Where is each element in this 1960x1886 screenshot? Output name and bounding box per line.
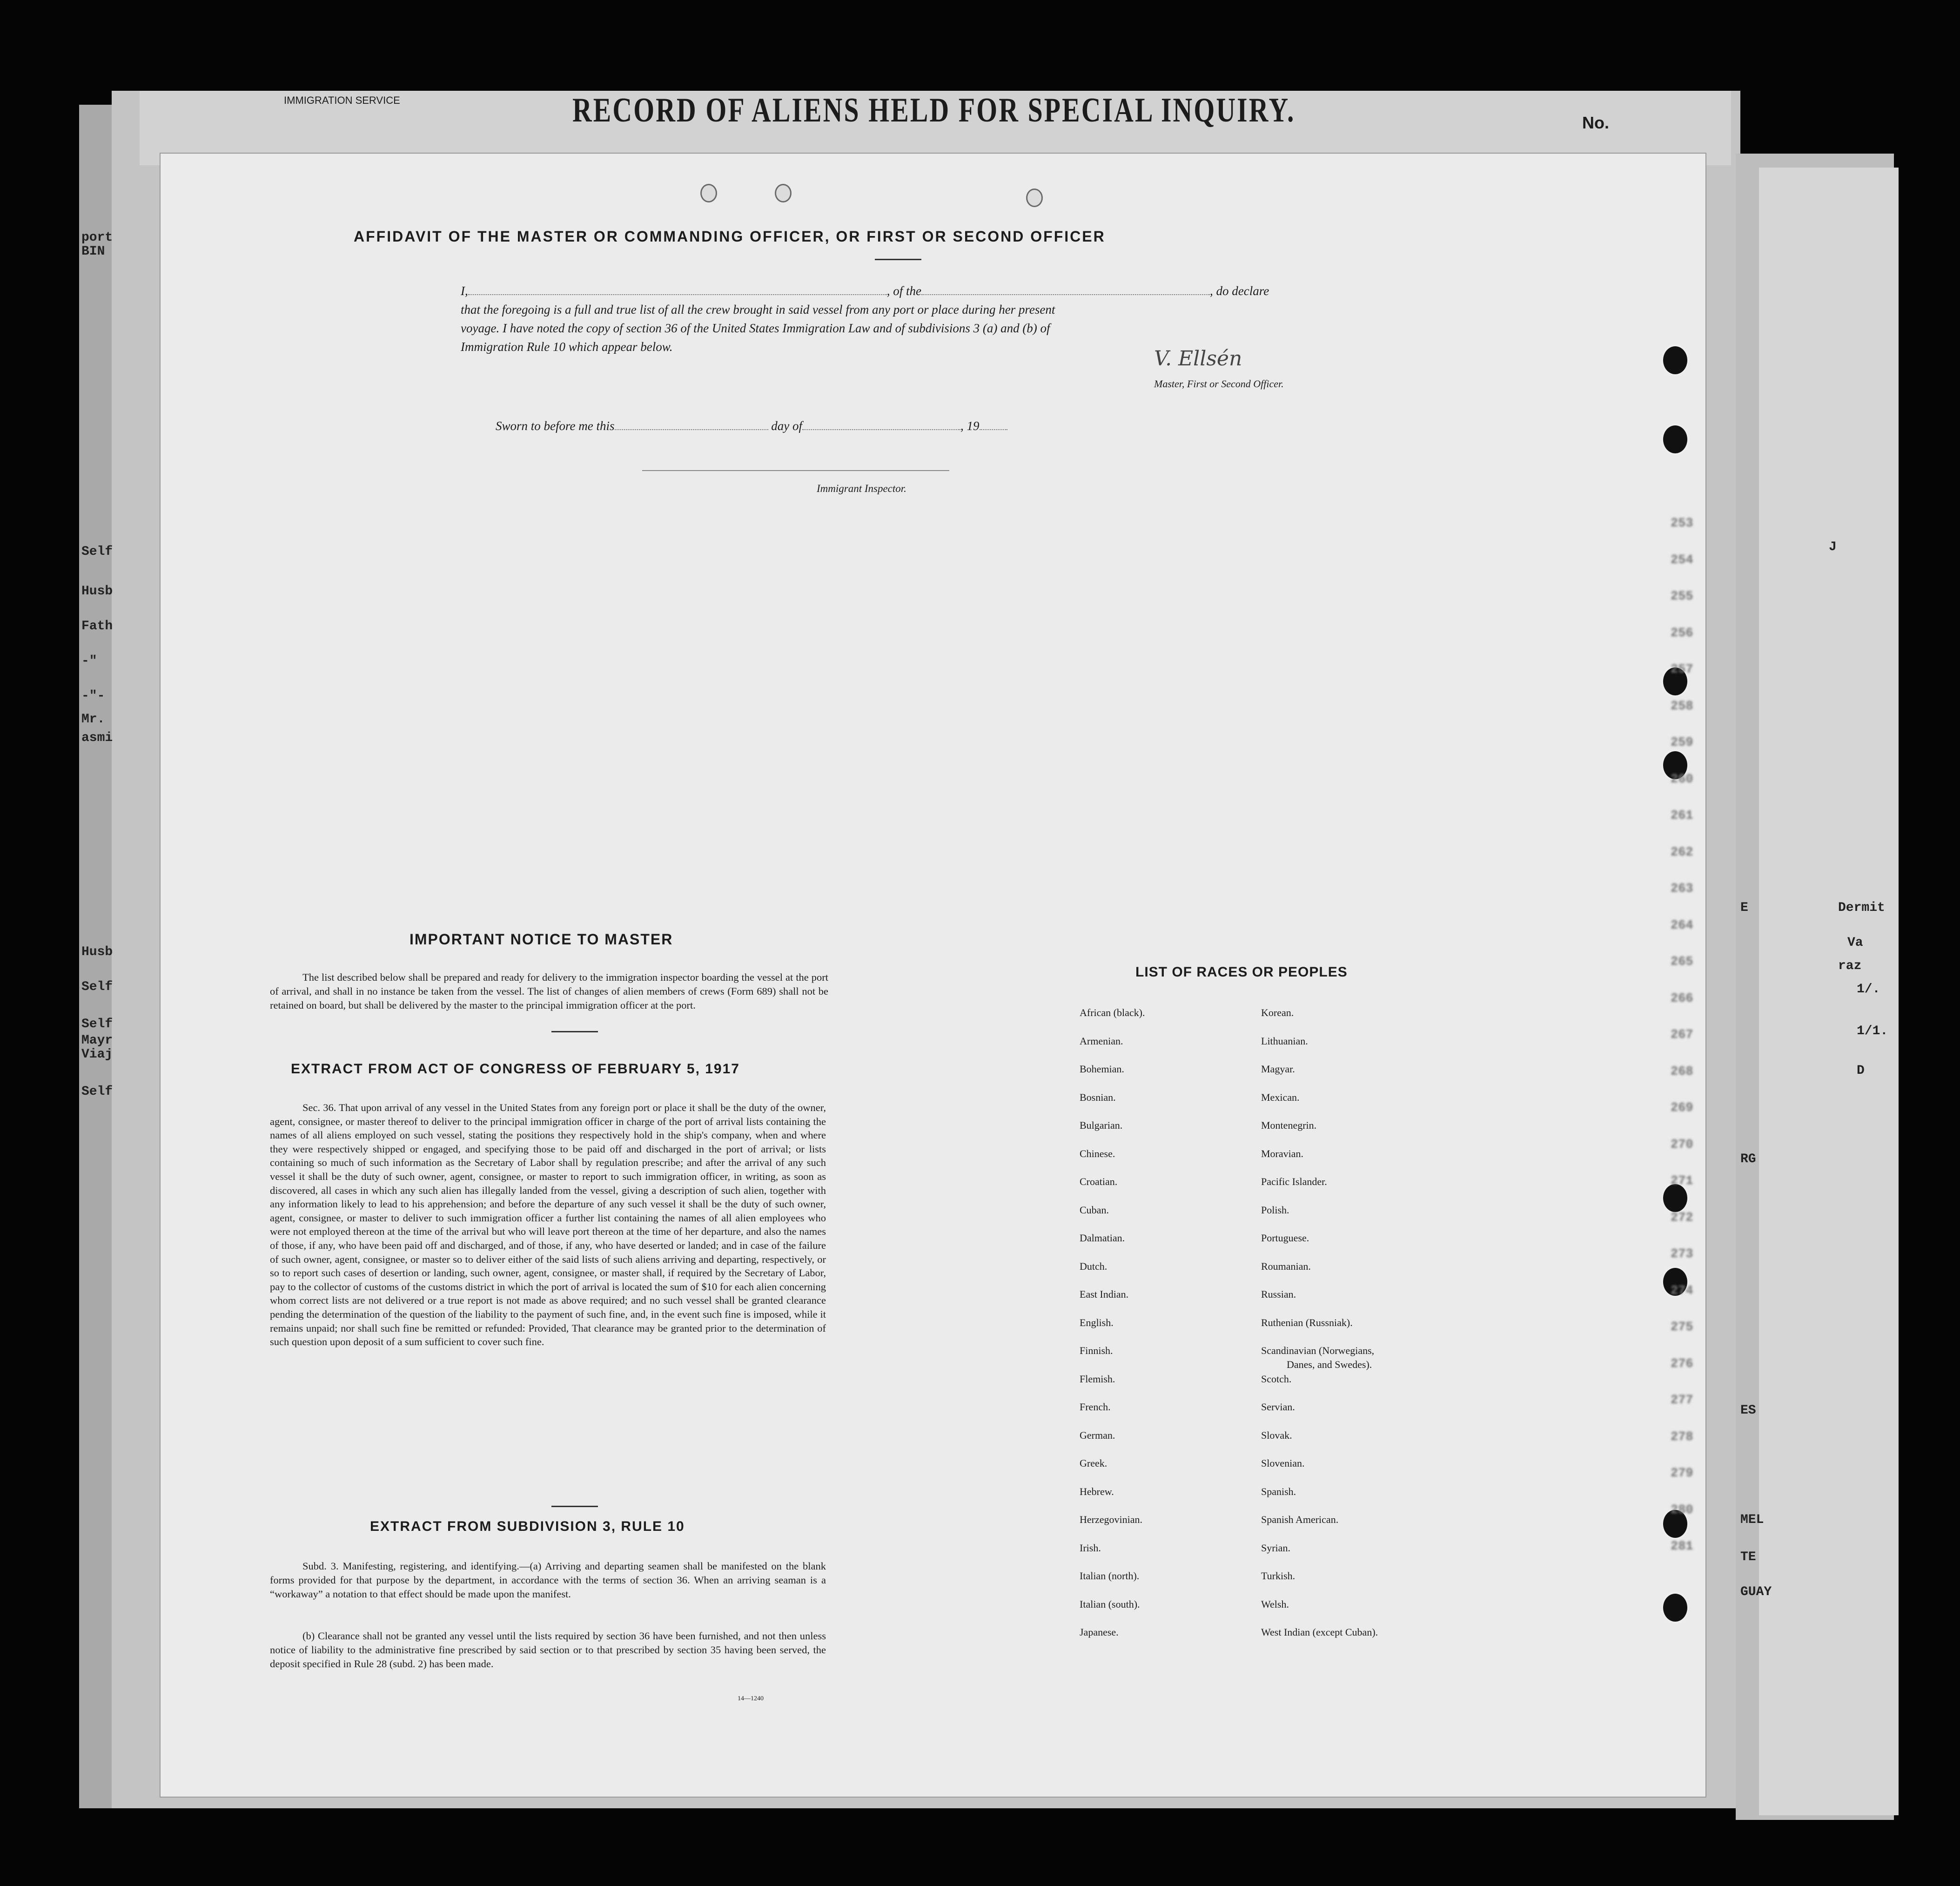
ghost-row-number: 263 <box>1671 882 1693 896</box>
race-item: Portuguese. <box>1261 1232 1309 1244</box>
left-edge-label: Husb <box>81 945 113 959</box>
race-item: English. <box>1080 1316 1114 1328</box>
race-item: Syrian. <box>1261 1542 1290 1554</box>
left-edge-label: port <box>81 230 113 245</box>
race-item: Finnish. <box>1080 1345 1113 1356</box>
ghost-row-number: 265 <box>1671 955 1693 969</box>
right-edge-label: GUAY <box>1740 1585 1772 1599</box>
ghost-row-number: 256 <box>1671 626 1693 640</box>
ghost-row-number: 276 <box>1671 1357 1693 1371</box>
race-item: Bulgarian. <box>1080 1119 1123 1131</box>
notice-body: The list described below shall be prepared and ready for delivery to the immigration inspector boarding the vessel at the port of arrival, and shall in no instance be taken from the vessel. The list of changes of alien members of crews (Form 689) shall not be retained on board, but shall be delivered by the master to the principal immigration officer at the port. <box>270 971 828 1011</box>
ghost-row-number: 257 <box>1671 663 1693 677</box>
race-item: Slovenian. <box>1261 1457 1305 1469</box>
ghost-row-number: 255 <box>1671 590 1693 604</box>
left-edge-label: BIN <box>81 244 105 259</box>
ghost-row-number: 253 <box>1671 517 1693 531</box>
race-item: Herzegovinian. <box>1080 1514 1142 1525</box>
ghost-row-number: 278 <box>1671 1430 1693 1444</box>
left-edge-label: Self <box>81 980 113 994</box>
race-item: Cuban. <box>1080 1204 1109 1216</box>
rule-extract-title: EXTRACT FROM SUBDIVISION 3, RULE 10 <box>370 1519 685 1534</box>
ghost-row-number: 261 <box>1671 809 1693 823</box>
punch-hole <box>775 184 792 202</box>
ghost-row-number: 277 <box>1671 1394 1693 1408</box>
race-item: Mexican. <box>1261 1091 1300 1103</box>
inspector-caption: Immigrant Inspector. <box>817 483 906 494</box>
race-item: Polish. <box>1261 1204 1289 1216</box>
race-item: Welsh. <box>1261 1598 1289 1610</box>
master-caption: Master, First or Second Officer. <box>1154 378 1284 390</box>
notice-rule <box>551 1031 598 1032</box>
ghost-row-number: 259 <box>1671 736 1693 750</box>
right-edge-label: 1/1. <box>1857 1024 1888 1038</box>
race-item: Dalmatian. <box>1080 1232 1125 1244</box>
right-edge-label: D <box>1857 1064 1865 1078</box>
ghost-row-number: 254 <box>1671 553 1693 567</box>
left-edge-label: -" <box>81 654 97 668</box>
ghost-row-number: 273 <box>1671 1247 1693 1261</box>
race-item: Danes, and Swedes). <box>1287 1359 1372 1370</box>
affidavit-line-2: that the foregoing is a full and true list of all the crew brought in said vessel from any port or place during her present <box>461 303 1055 317</box>
affidavit-line-3: voyage. I have noted the copy of section 36 of the United States Immigration Law and of subdivisions 3 (a) and (b) of <box>461 321 1050 335</box>
sworn-line: Sworn to before me this day of , 19 <box>496 417 1147 435</box>
race-item: Slovak. <box>1261 1429 1292 1441</box>
races-title: LIST OF RACES OR PEOPLES <box>1135 964 1348 980</box>
race-item: Hebrew. <box>1080 1485 1114 1497</box>
ghost-row-number: 274 <box>1671 1284 1693 1298</box>
form-number: 14—1240 <box>738 1695 764 1702</box>
race-item: Chinese. <box>1080 1147 1115 1159</box>
rule-extract-a: Subd. 3. Manifesting, registering, and identifying.—(a) Arriving and departing seamen shall be manifested on the blank forms provided for that purpose by the department, in accordance with the terms of section 36. When an arriving seaman is a “workaway” a notation to that effect should be made upon the manifest. <box>270 1560 826 1600</box>
race-item: Korean. <box>1261 1007 1294 1018</box>
notice-title: IMPORTANT NOTICE TO MASTER <box>409 931 673 948</box>
race-item: West Indian (except Cuban). <box>1261 1626 1378 1638</box>
race-item: Pacific Islander. <box>1261 1176 1327 1187</box>
left-edge-label: Self <box>81 1084 113 1099</box>
ghost-row-number: 281 <box>1671 1540 1693 1554</box>
binder-hole <box>1661 344 1689 376</box>
race-item: Russian. <box>1261 1288 1296 1300</box>
left-edge-label: Viaj <box>81 1047 113 1062</box>
title-rule <box>875 259 921 260</box>
race-item: Armenian. <box>1080 1035 1123 1047</box>
master-signature: V. Ellsén <box>1154 347 1242 370</box>
ghost-row-number: 267 <box>1671 1028 1693 1042</box>
binder-hole <box>1661 1592 1689 1623</box>
race-item: Spanish. <box>1261 1485 1296 1497</box>
right-edge-label: MEL <box>1740 1513 1764 1527</box>
rule-extract-b: (b) Clearance shall not be granted any vessel until the lists required by section 36 have been furnished, and not then unless notice of liability to the administrative fine prescribed by said section or to that prescribed by section 35 having been served, the deposit specified in Rule 28 (subd. 2) has been made. <box>270 1630 826 1670</box>
race-item: Lithuanian. <box>1261 1035 1308 1047</box>
left-edge-label: Mr. <box>81 712 105 727</box>
left-edge-label: Self <box>81 1017 113 1031</box>
right-edge-label: J <box>1829 540 1837 554</box>
race-item: French. <box>1080 1401 1111 1413</box>
race-item: Turkish. <box>1261 1570 1295 1582</box>
ghost-row-number: 268 <box>1671 1064 1693 1079</box>
race-item: Italian (north). <box>1080 1570 1140 1582</box>
ghost-row-number: 266 <box>1671 991 1693 1006</box>
ghost-row-number: 271 <box>1671 1174 1693 1188</box>
race-item: African (black). <box>1080 1007 1145 1018</box>
record-number-label: No. <box>1582 113 1609 132</box>
punch-hole <box>1026 189 1043 207</box>
ghost-row-number: 258 <box>1671 699 1693 714</box>
act-rule <box>551 1506 598 1507</box>
race-item: Italian (south). <box>1080 1598 1140 1610</box>
affidavit-line-1: I, , of the , do declare <box>461 284 1269 298</box>
record-title: RECORD OF ALIENS HELD FOR SPECIAL INQUIRY. <box>572 91 1295 129</box>
right-edge-label: 1/. <box>1857 982 1880 997</box>
race-item: Scotch. <box>1261 1373 1292 1385</box>
right-edge-label: TE <box>1740 1550 1756 1564</box>
affidavit-line-4: Immigration Rule 10 which appear below. <box>461 340 673 354</box>
race-item: Bosnian. <box>1080 1091 1116 1103</box>
race-item: Roumanian. <box>1261 1260 1311 1272</box>
race-item: Magyar. <box>1261 1063 1295 1075</box>
race-item: Dutch. <box>1080 1260 1108 1272</box>
punch-hole <box>700 184 717 202</box>
race-item: Bohemian. <box>1080 1063 1124 1075</box>
binder-hole <box>1661 424 1689 455</box>
ghost-row-number: 270 <box>1671 1138 1693 1152</box>
race-item: Croatian. <box>1080 1176 1118 1187</box>
ghost-row-number: 264 <box>1671 918 1693 933</box>
race-item: Greek. <box>1080 1457 1108 1469</box>
right-edge-label: Va <box>1847 936 1863 950</box>
race-item: Moravian. <box>1261 1147 1304 1159</box>
left-edge-label: Husb <box>81 584 113 599</box>
ghost-row-number: 279 <box>1671 1467 1693 1481</box>
race-item: Ruthenian (Russniak). <box>1261 1316 1353 1328</box>
act-extract-body: Sec. 36. That upon arrival of any vessel in the United States from any foreign port or place it shall be the duty of the owner, agent, consignee, or master thereof to deliver to the principal immigration officer in charge of the port of arrival lists containing the names of all aliens employed on such vessel, stating the positions they respectively hold in the ship's company, when and where they were respectively shipped or engaged, and specifying those to be paid off and discharged in the port of arrival; or lists containing so much of such information as the Secretary of Labor shall by regulation prescribe; and after the arrival of any such vessel it shall be the duty of such owner, agent, consignee, or master to report to such immigration officer, in writing, as soon as discovered, all cases in which any such alien has illegally landed from the vessel, giving a description of such alien, together with any information likely to lead to his apprehension; and before the departure of any such vessel it shall be the duty of such owner, agent, consignee, or master to deliver to such immigration officer a further list containing the names of all alien employees who were not employed thereon at the time of the arrival but who will leave port thereon at the time of her departure, and also the names of those, if any, who have been paid off and discharged, and of those, if any, who have deserted or landed; and in case of the failure of such owner, agent, consignee, or master so to deliver either of the said lists of such aliens arriving and departing, respectively, or so to report such cases of desertion or landing, such owner, agent, consignee, or master shall, if required by the Secretary of Labor, pay to the collector of customs of the customs district in which the port of arrival is located the sum of $10 for each alien concerning whom correct lists are not delivered or a true report is not made as above required; and no such vessel shall be granted clearance pending the determination of the question of the liability to the payment of such fine, and, in the event such fine is imposed, while it remains unpaid; nor shall such fine be remitted or refunded: Provided, That clearance may be granted prior to the determination of such question upon deposit of a sum sufficient to cover such fine. <box>270 1102 826 1348</box>
left-edge-label: -"- <box>81 689 105 703</box>
race-item: East Indian. <box>1080 1288 1129 1300</box>
race-item: Japanese. <box>1080 1626 1119 1638</box>
act-extract-title: EXTRACT FROM ACT OF CONGRESS OF FEBRUARY 5, 1917 <box>291 1061 740 1077</box>
left-edge-label: asmi <box>81 731 113 745</box>
race-item: Servian. <box>1261 1401 1295 1413</box>
race-item: Montenegrin. <box>1261 1119 1317 1131</box>
inspector-signature-line <box>642 470 949 471</box>
race-item: Irish. <box>1080 1542 1101 1554</box>
right-edge-label: RG <box>1740 1152 1756 1166</box>
right-edge-label: E <box>1740 901 1748 915</box>
ghost-row-number: 275 <box>1671 1320 1693 1334</box>
race-item: Spanish American. <box>1261 1514 1339 1525</box>
affidavit-title: AFFIDAVIT OF THE MASTER OR COMMANDING OFFICER, OR FIRST OR SECOND OFFICER <box>354 228 1106 245</box>
race-item: Scandinavian (Norwegians, <box>1261 1345 1375 1356</box>
race-item: Flemish. <box>1080 1373 1115 1385</box>
right-edge-label: ES <box>1740 1403 1756 1418</box>
left-edge-label: Fath <box>81 619 113 633</box>
ghost-row-number: 280 <box>1671 1503 1693 1517</box>
ghost-row-number: 272 <box>1671 1211 1693 1225</box>
right-edge-label: Dermit <box>1838 901 1885 915</box>
ghost-row-number: 269 <box>1671 1101 1693 1115</box>
left-edge-label: Self <box>81 545 113 559</box>
race-item: German. <box>1080 1429 1115 1441</box>
ghost-row-number: 262 <box>1671 845 1693 860</box>
left-edge-label: Mayr <box>81 1033 113 1048</box>
immigration-service-label: IMMIGRATION SERVICE <box>284 94 400 106</box>
right-edge-label: raz <box>1838 959 1862 973</box>
ghost-row-number: 260 <box>1671 772 1693 787</box>
